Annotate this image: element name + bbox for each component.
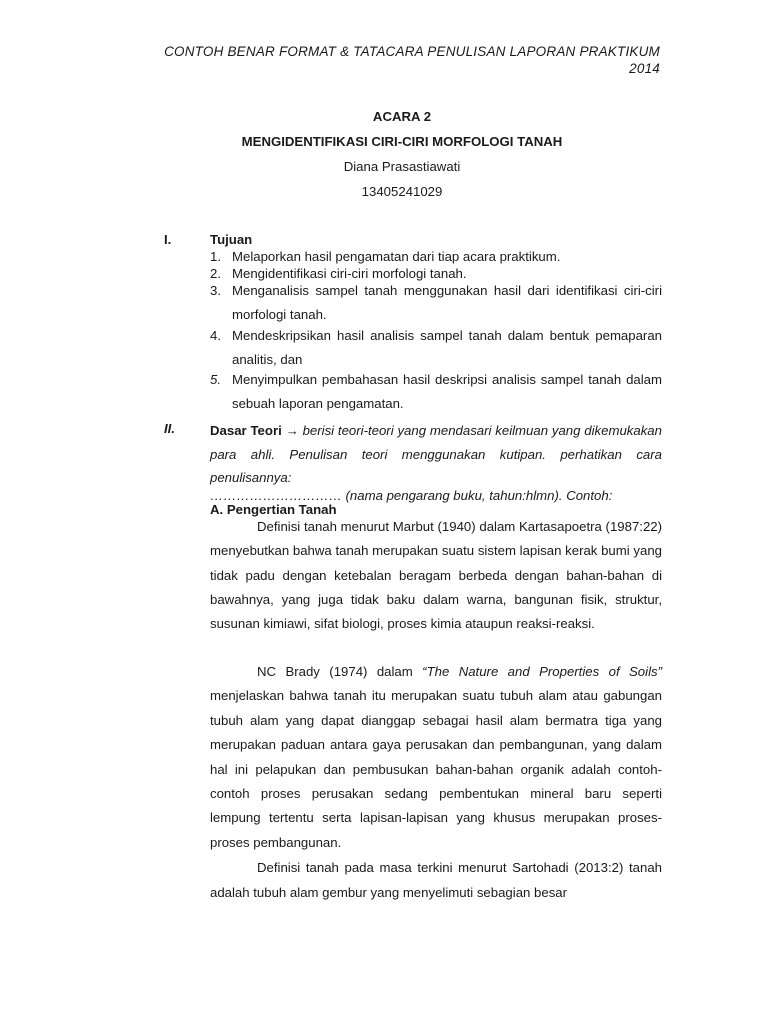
citation-format: ………………………… (nama pengarang buku, tahun:hlmn). Contoh: [210, 488, 613, 503]
list-item-number: 1. [210, 249, 221, 264]
list-item-number: 5. [210, 372, 221, 387]
acara-title: ACARA 2 [372, 109, 432, 124]
list-item [210, 324, 662, 372]
list-item-text: Melaporkan hasil pengamatan dari tiap acara praktikum. [232, 249, 561, 264]
list-item [210, 279, 662, 327]
objectives-list [210, 248, 662, 416]
report-title: MENGIDENTIFIKASI CIRI-CIRI MORFOLOGI TANAH [241, 134, 563, 149]
book-title: “The Nature and Properties of Soils” [422, 664, 662, 679]
theory-intro [210, 419, 662, 490]
list-item-text: Menyimpulkan pembahasan hasil deskripsi analisis sampel tanah dalam sebuah laporan pengamatan. [232, 372, 662, 411]
list-item-text: Mengidentifikasi ciri-ciri morfologi tanah. [232, 266, 467, 281]
section-2-title: Dasar Teori [210, 423, 282, 438]
theory-intro-text: berisi teori-teori yang mendasari keilmuan yang dikemukakan para ahli. Penulisan teori menggunakan kutipan. perhatikan cara penulisannya: [210, 423, 662, 485]
paragraph-brady-body: menjelaskan bahwa tanah itu merupakan suatu tubuh alam atau gabungan tubuh alam yang dapat dianggap sebagai hasil alam bermatra tiga yang merupakan paduan antara gaya perusakan dan pembangunan, yang dalam hal ini pelapukan dan pembusukan bahan-bahan organik adalah contoh-contoh proses perusakan sedang pembentukan mineral baru seperti lempung tertentu serta lapisan-lapisan yang khusus merupakan proses-proses pembangunan. [210, 688, 662, 850]
student-id: 13405241029 [361, 184, 443, 199]
list-item [210, 368, 662, 416]
section-1-title: Tujuan [210, 232, 253, 247]
paragraph-brady [210, 660, 662, 855]
paragraph-marbut: Definisi tanah menurut Marbut (1940) dalam Kartasapoetra (1987:22) menyebutkan bahwa tanah merupakan suatu sistem lapisan kerak bumi yang tidak padu dengan ketebalan beragam berbeda dengan bahan-bahan di bawahnya, yang juga tidak baku dalam warna, bangunan fisik, struktur, susunan kimiawi, sifat biologi, proses kimia ataupun reaksi-reaksi. [210, 519, 662, 632]
list-item-number: 2. [210, 266, 221, 281]
section-2-number: II. [164, 421, 175, 436]
section-1-number: I. [164, 232, 172, 247]
list-item-number: 4. [210, 328, 221, 343]
paragraph-brady-lead: NC Brady (1974) dalam [257, 664, 423, 679]
document-header [150, 43, 660, 77]
header-line-1: CONTOH BENAR FORMAT & TATACARA PENULISAN LAPORAN PRAKTIKUM [164, 44, 660, 59]
subsection-a-title: A. Pengertian Tanah [210, 502, 337, 517]
list-item [210, 248, 662, 265]
author-name: Diana Prasastiawati [343, 159, 461, 174]
list-item-text: Menganalisis sampel tanah menggunakan hasil dari identifikasi ciri-ciri morfologi tanah. [232, 283, 662, 322]
list-item-text: Mendeskripsikan hasil analisis sampel tanah dalam bentuk pemaparan analitis, dan [232, 328, 662, 367]
list-item-number: 3. [210, 283, 221, 298]
paragraph-sartohadi: Definisi tanah pada masa terkini menurut Sartohadi (2013:2) tanah adalah tubuh alam gembur yang menyelimuti sebagian besar [210, 860, 662, 900]
arrow-icon: → [285, 423, 299, 438]
header-line-2: 2014 [629, 61, 660, 76]
